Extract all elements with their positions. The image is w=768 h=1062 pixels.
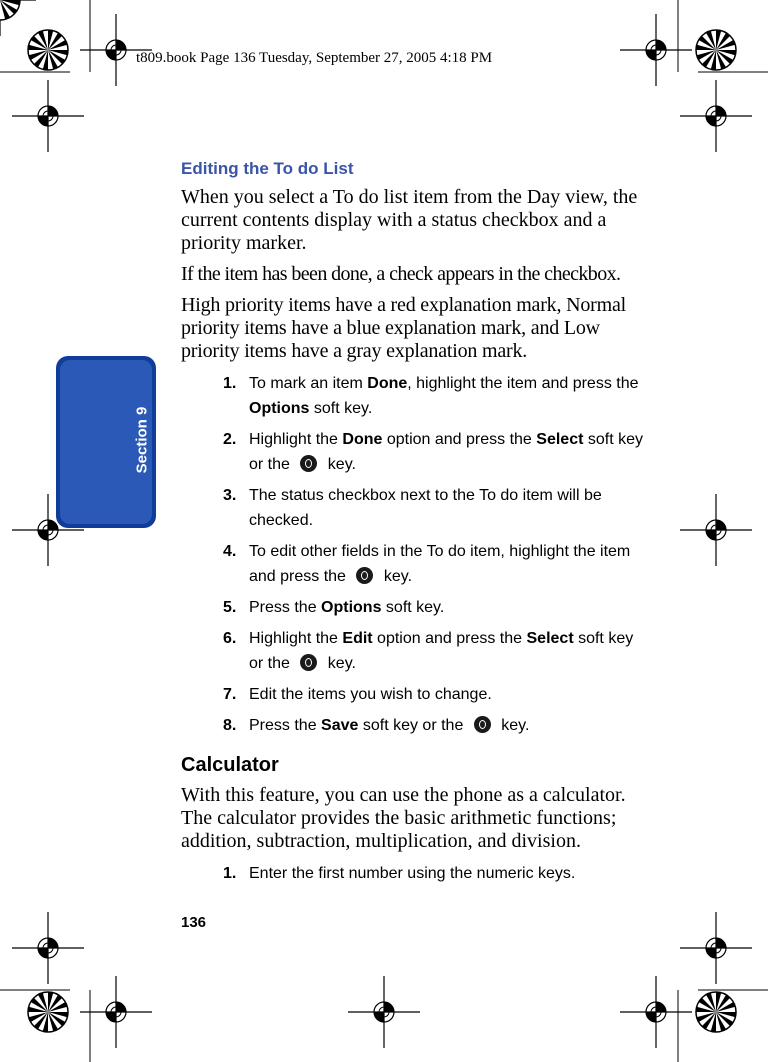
todo-steps-list: [181, 371, 645, 738]
paragraph: With this feature, you can use the phone as a calculator. The calculator provides the basic arithmetic functions; addition, subtraction, multiplication, and division.: [181, 784, 626, 852]
registration-mark-icon: [348, 976, 420, 1048]
starburst-target-icon: [0, 0, 20, 20]
list-item: 1. To mark an item Done, highlight the item and press the Options soft key.: [223, 375, 639, 417]
section-title: Editing the To do List: [181, 159, 354, 178]
registration-mark-icon: [12, 912, 84, 984]
page-content: [181, 158, 645, 892]
list-item: 2. Highlight the Done option and press the Select soft key or the key.: [223, 431, 643, 473]
nav-key-icon: [300, 654, 317, 671]
list-item: 3. The status checkbox next to the To do item will be checked.: [223, 487, 602, 529]
registration-mark-icon: [680, 80, 752, 152]
list-item: 8. Press the Save soft key or the key.: [223, 717, 530, 734]
registration-mark-icon: [680, 912, 752, 984]
registration-mark-icon: [680, 494, 752, 566]
registration-mark-icon: [620, 14, 692, 86]
list-item: 6. Highlight the Edit option and press the Select soft key or the key.: [223, 630, 634, 672]
list-item: 7. Edit the items you wish to change.: [223, 686, 492, 703]
starburst-target-icon: [696, 30, 736, 70]
starburst-target-icon: [28, 30, 68, 70]
starburst-target-icon: [696, 992, 736, 1032]
nav-key-icon: [356, 567, 373, 584]
calculator-heading: Calculator: [181, 754, 279, 776]
list-item: 4. To edit other fields in the To do item, highlight the item and press the key.: [223, 543, 631, 585]
nav-key-icon: [300, 455, 317, 472]
nav-key-icon: [474, 716, 491, 733]
print-header-stamp: t809.book Page 136 Tuesday, September 27, 2005 4:18 PM: [136, 50, 493, 66]
registration-mark-icon: [620, 976, 692, 1048]
paragraph: When you select a To do list item from the Day view, the current contents display with a status checkbox and a priority marker.: [181, 186, 638, 254]
section-tab-label: Section 9: [133, 406, 151, 474]
paragraph: High priority items have a red explanation mark, Normal priority items have a blue explanation mark, and Low priority items have a gray explanation mark.: [181, 294, 626, 362]
page-number: 136: [181, 914, 207, 931]
starburst-target-icon: [28, 992, 68, 1032]
list-item: 1. Enter the first number using the numeric keys.: [223, 865, 576, 882]
registration-mark-icon: [80, 976, 152, 1048]
calculator-steps-list: [181, 861, 645, 886]
list-item: 5. Press the Options soft key.: [223, 599, 445, 616]
paragraph: If the item has been done, a check appears in the checkbox.: [181, 263, 621, 285]
registration-mark-icon: [12, 80, 84, 152]
